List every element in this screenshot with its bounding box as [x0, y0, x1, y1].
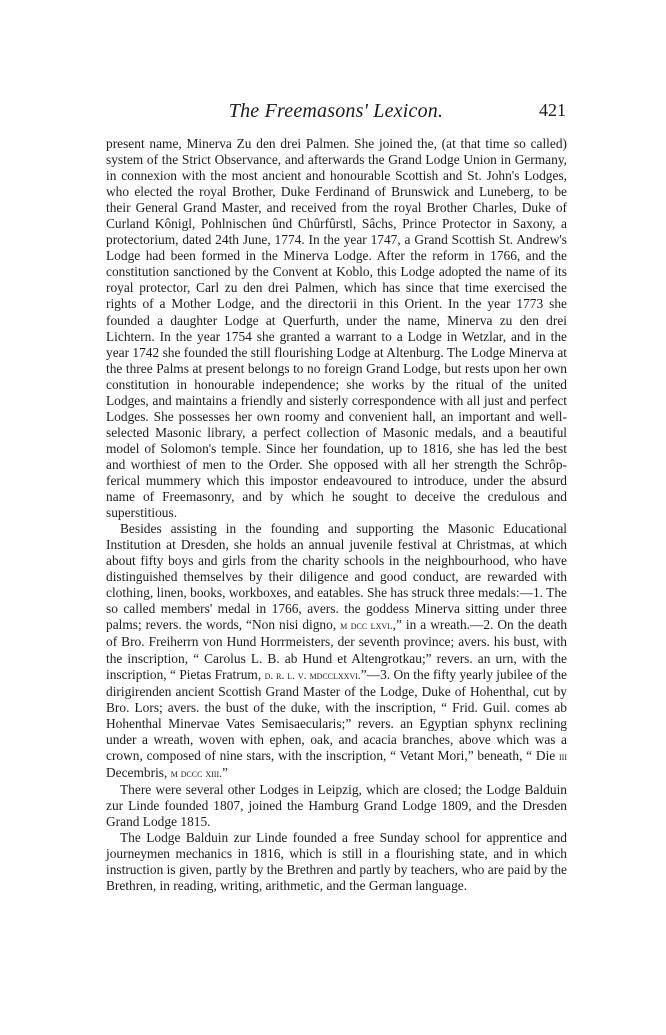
running-title: The Freemasons' Lexicon. [228, 100, 444, 122]
text-segment: ,” in a wreath.—2. On the death of Bro. Freiherrn von Hund Horrmeisters, der seventh province; avers. his bust, with the inscription, “ Carolus L. B. ab Hund et Altengrotkau;” revers. an urn, with the inscription, “ Pietas Fratrum, [106, 617, 568, 682]
text-segment: ” [222, 764, 228, 780]
page-header [106, 100, 566, 124]
paragraph [106, 136, 567, 521]
text-segment: ”—3. On the fifty yearly jubilee of the dirigirenden ancient Scottish Grand Master of the Lodge, Duke of Hohenthal, cut by Bro. Lors; avers. the bust of the duke, with the inscription, “ Frid. Guil. comes ab Hohenthal Minervae Vates Semisaecularis;” revers. an Egyptian sphynx reclining under a wreath, woven with ephen, oak, and acacia branches, above which was a crown, composed of nine stars, with the inscription, “ Vetant Mori,” beneath, “ Die [106, 666, 567, 763]
text-segment: present name, Minerva Zu den drei Palmen. She joined the, (at that time so called) system of the Strict Observance, and afterwards the Grand Lodge Union in Germany, in connexion with the most ancient and honourable Scottish and St. John's Lodges, who elected the royal Brother, Duke Ferdinand of Brunswick and Luneberg, to be their General Grand Master, and received from the royal Brother Charles, Duke of Curland Kônigl, Pohlnischen ûnd Chûrfûrstl, Sâchs, Prince Protector in Saxony, a protectorium, dated 24th June, 1774. In the year 1747, a Grand Scottish St. Andrew's Lodge had been formed in the Minerva Lodge. After the reform in 1766, and the constitution sanctioned by the Convent at Koblo, this Lodge adopted the name of its royal protector, Carl zu den drei Palmen, which has since that time exercised the rights of a Mother Lodge, and the directorii in this Orient. In the year 1773 she founded a daughter Lodge at Querfurth, under the name, Minerva zu den drei Lichtern. In the year 1754 she granted a warrant to a Lodge in Wetzlar, and in the year 1742 she founded the still flourishing Lodge at Altenburg. The Lodge Minerva at the three Palms at present belongs to no foreign Grand Lodge, but rests upon her own constitution in honourable independence; she works by the ritual of the united Lodges, and maintains a friendly and sisterly correspondence with all just and perfect Lodges. She possesses her own roomy and convenient hall, an important and well-selected Masonic library, a perfect collection of Masonic medals, and a beautiful model of Solomon's temple. Since her foundation, up to 1816, she has led the best and worthiest of men to the Order. She opposed with all her strength the Schrôp-ferical mummery which this impostor endeavoured to introduce, under the absurd name of Freemasonry, and by which he sought to deceive the credulous and superstitious. [106, 136, 567, 521]
text-segment: Besides assisting in the founding and supporting the Masonic Educational Institution at Dresden, she holds an annual juvenile festival at Christmas, at which about fifty boys and girls from the charity schools in the neighbourhood, who have distinguished themselves by their diligence and good conduct, are rewarded with clothing, linen, books, workboxes, and eatables. She has struck three medals:—1. The so called members' medal in 1766, avers. the goddess Minerva sitting under three palms; revers. the words, “Non nisi digno, [106, 521, 567, 633]
page-number: 421 [539, 100, 566, 120]
small-caps-text: m dccc xiii. [170, 767, 222, 780]
paragraph [106, 782, 567, 830]
paragraph [106, 830, 567, 894]
small-caps-text: iii [559, 750, 567, 763]
paragraph [106, 521, 567, 782]
small-caps-text: m dcc lxvi. [340, 620, 393, 633]
text-segment: The Lodge Balduin zur Linde founded a free Sunday school for apprentice and journeymen mechanics in 1816, which is still in a flourishing state, and in which instruction is given, partly by the Brethren and partly by teachers, who are paid by the Brethren, in reading, writing, arithmetic, and the German language. [106, 830, 567, 894]
text-segment: Decembris, [106, 764, 171, 780]
body-text [106, 136, 567, 894]
small-caps-text: d. r. l. v. mdcclxxvi. [264, 669, 361, 682]
text-segment: There were several other Lodges in Leipzig, which are closed; the Lodge Balduin zur Linde founded 1807, joined the Hamburg Grand Lodge 1809, and the Dresden Grand Lodge 1815. [106, 781, 567, 829]
